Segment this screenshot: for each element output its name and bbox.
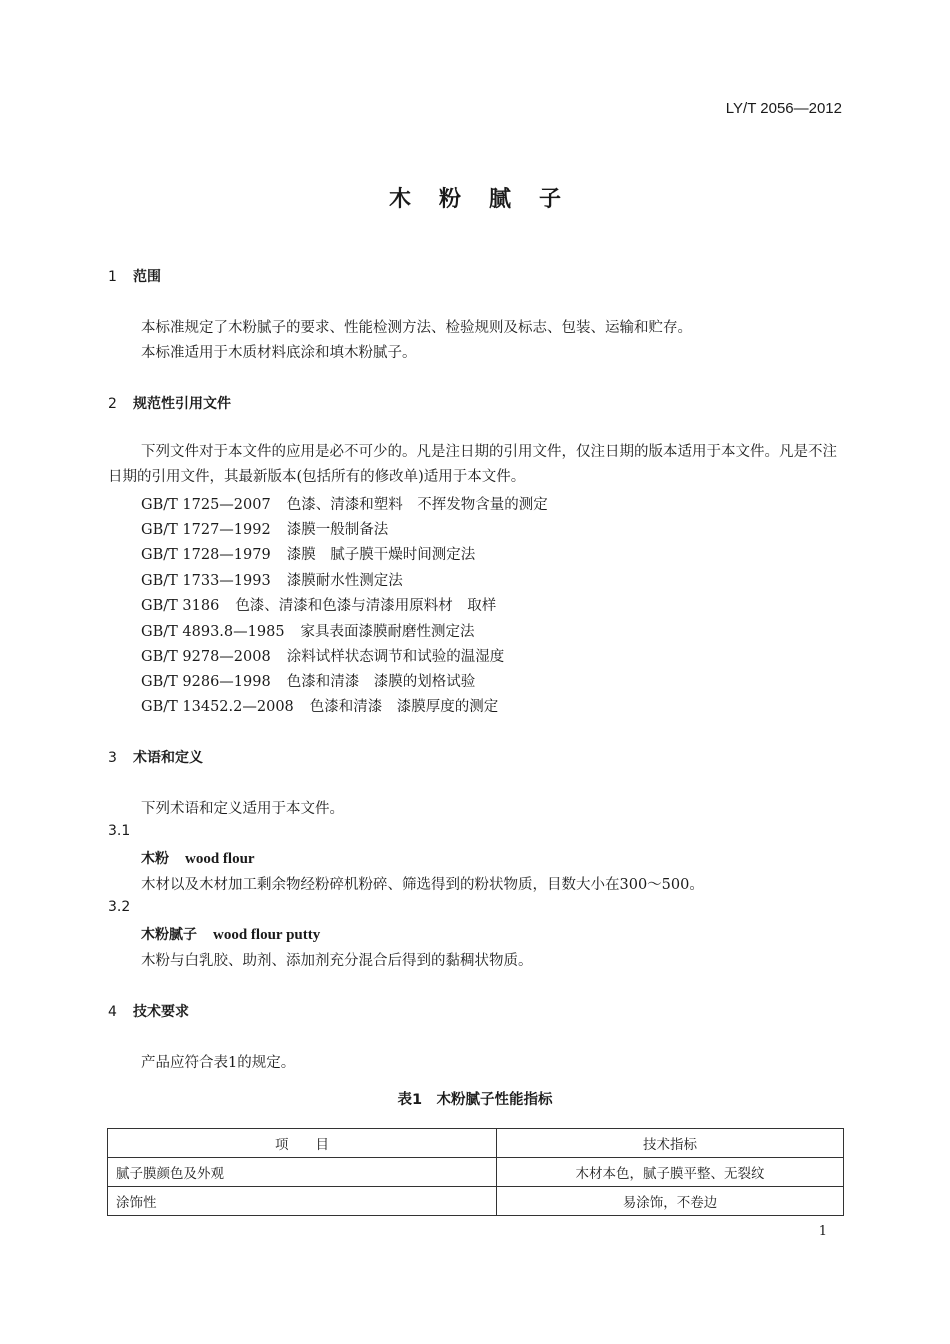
reference-code: GB/T 4893.8—1985 (141, 624, 285, 640)
section-number: 1 (108, 269, 117, 285)
reference-item (141, 670, 475, 691)
reference-item (141, 695, 498, 716)
paragraph: 下列文件对于本文件的应用是必不可少的。凡是注日期的引用文件，仅注日期的版本适用于本文件。凡是不注日期的引用文件，其最新版本(包括所有的修改单)适用于本文件。 (108, 444, 837, 485)
term-heading (141, 924, 320, 944)
table-caption: 表1 木粉腻子性能指标 (397, 1092, 553, 1108)
term-zh: 木粉 (141, 851, 169, 867)
section-title: 规范性引用文件 (133, 396, 231, 412)
reference-code: GB/T 13452.2—2008 (141, 699, 294, 715)
reference-item (141, 569, 403, 590)
term-en: wood flour (185, 851, 255, 867)
reference-title: 家具表面漆膜耐磨性测定法 (300, 624, 475, 640)
reference-item (141, 493, 548, 514)
table-cell: 涂饰性 (108, 1187, 497, 1216)
table-header-cell: 项 目 (108, 1129, 497, 1158)
spec-table (107, 1128, 844, 1216)
reference-item (141, 645, 504, 666)
reference-code: GB/T 1725—2007 (141, 497, 271, 513)
table-header-cell: 技术指标 (497, 1129, 844, 1158)
term-number: 3.1 (108, 823, 131, 839)
section-number: 4 (108, 1004, 117, 1020)
table-row (108, 1158, 844, 1187)
reference-code: GB/T 1727—1992 (141, 522, 271, 538)
reference-code: GB/T 9278—2008 (141, 649, 271, 665)
section-title: 范围 (133, 269, 161, 285)
section-4-heading (108, 1001, 189, 1021)
paragraph: 本标准适用于木质材料底涂和填木粉腻子。 (141, 345, 417, 361)
reference-code: GB/T 3186 (141, 598, 220, 614)
section-title: 术语和定义 (133, 750, 203, 766)
term-definition: 木粉与白乳胶、助剂、添加剂充分混合后得到的黏稠状物质。 (141, 953, 533, 969)
term-number: 3.2 (108, 899, 131, 915)
section-number: 3 (108, 750, 117, 766)
term-zh: 木粉腻子 (141, 927, 197, 943)
section-2-heading (108, 393, 231, 413)
reference-title: 色漆、清漆和塑料 不挥发物含量的测定 (286, 497, 548, 513)
term-en: wood flour putty (213, 927, 321, 943)
reference-item (141, 543, 475, 564)
paragraph: 产品应符合表1的规定。 (141, 1055, 296, 1071)
standard-code: LY/T 2056—2012 (725, 100, 842, 117)
reference-title: 色漆和清漆 漆膜的划格试验 (286, 674, 476, 690)
section-1-heading (108, 266, 161, 286)
reference-item (141, 518, 388, 539)
table-cell: 易涂饰，不卷边 (497, 1187, 844, 1216)
section-title: 技术要求 (133, 1004, 189, 1020)
section-number: 2 (108, 396, 117, 412)
table-cell: 腻子膜颜色及外观 (108, 1158, 497, 1187)
term-definition: 木材以及木材加工剩余物经粉碎机粉碎、筛选得到的粉状物质，目数大小在300～500。 (141, 877, 704, 893)
document-title: 木粉腻子 (388, 187, 589, 212)
paragraph: 下列术语和定义适用于本文件。 (141, 801, 344, 817)
section-3-heading (108, 747, 203, 767)
page-number: 1 (818, 1224, 827, 1239)
reference-item (141, 620, 475, 641)
reference-code: GB/T 9286—1998 (141, 674, 271, 690)
reference-title: 色漆、清漆和色漆与清漆用原料材 取样 (235, 598, 497, 614)
reference-title: 涂料试样状态调节和试验的温湿度 (286, 649, 505, 665)
reference-title: 漆膜耐水性测定法 (286, 573, 403, 589)
reference-title: 漆膜一般制备法 (286, 522, 389, 538)
reference-title: 色漆和清漆 漆膜厚度的测定 (309, 699, 499, 715)
reference-code: GB/T 1728—1979 (141, 547, 271, 563)
table-row (108, 1187, 844, 1216)
reference-item (141, 594, 496, 615)
reference-code: GB/T 1733—1993 (141, 573, 271, 589)
table-cell: 木材本色，腻子膜平整、无裂纹 (497, 1158, 844, 1187)
reference-title: 漆膜 腻子膜干燥时间测定法 (286, 547, 476, 563)
table-header-row (108, 1129, 844, 1158)
paragraph: 本标准规定了木粉腻子的要求、性能检测方法、检验规则及标志、包装、运输和贮存。 (141, 320, 692, 336)
term-heading (141, 848, 255, 868)
